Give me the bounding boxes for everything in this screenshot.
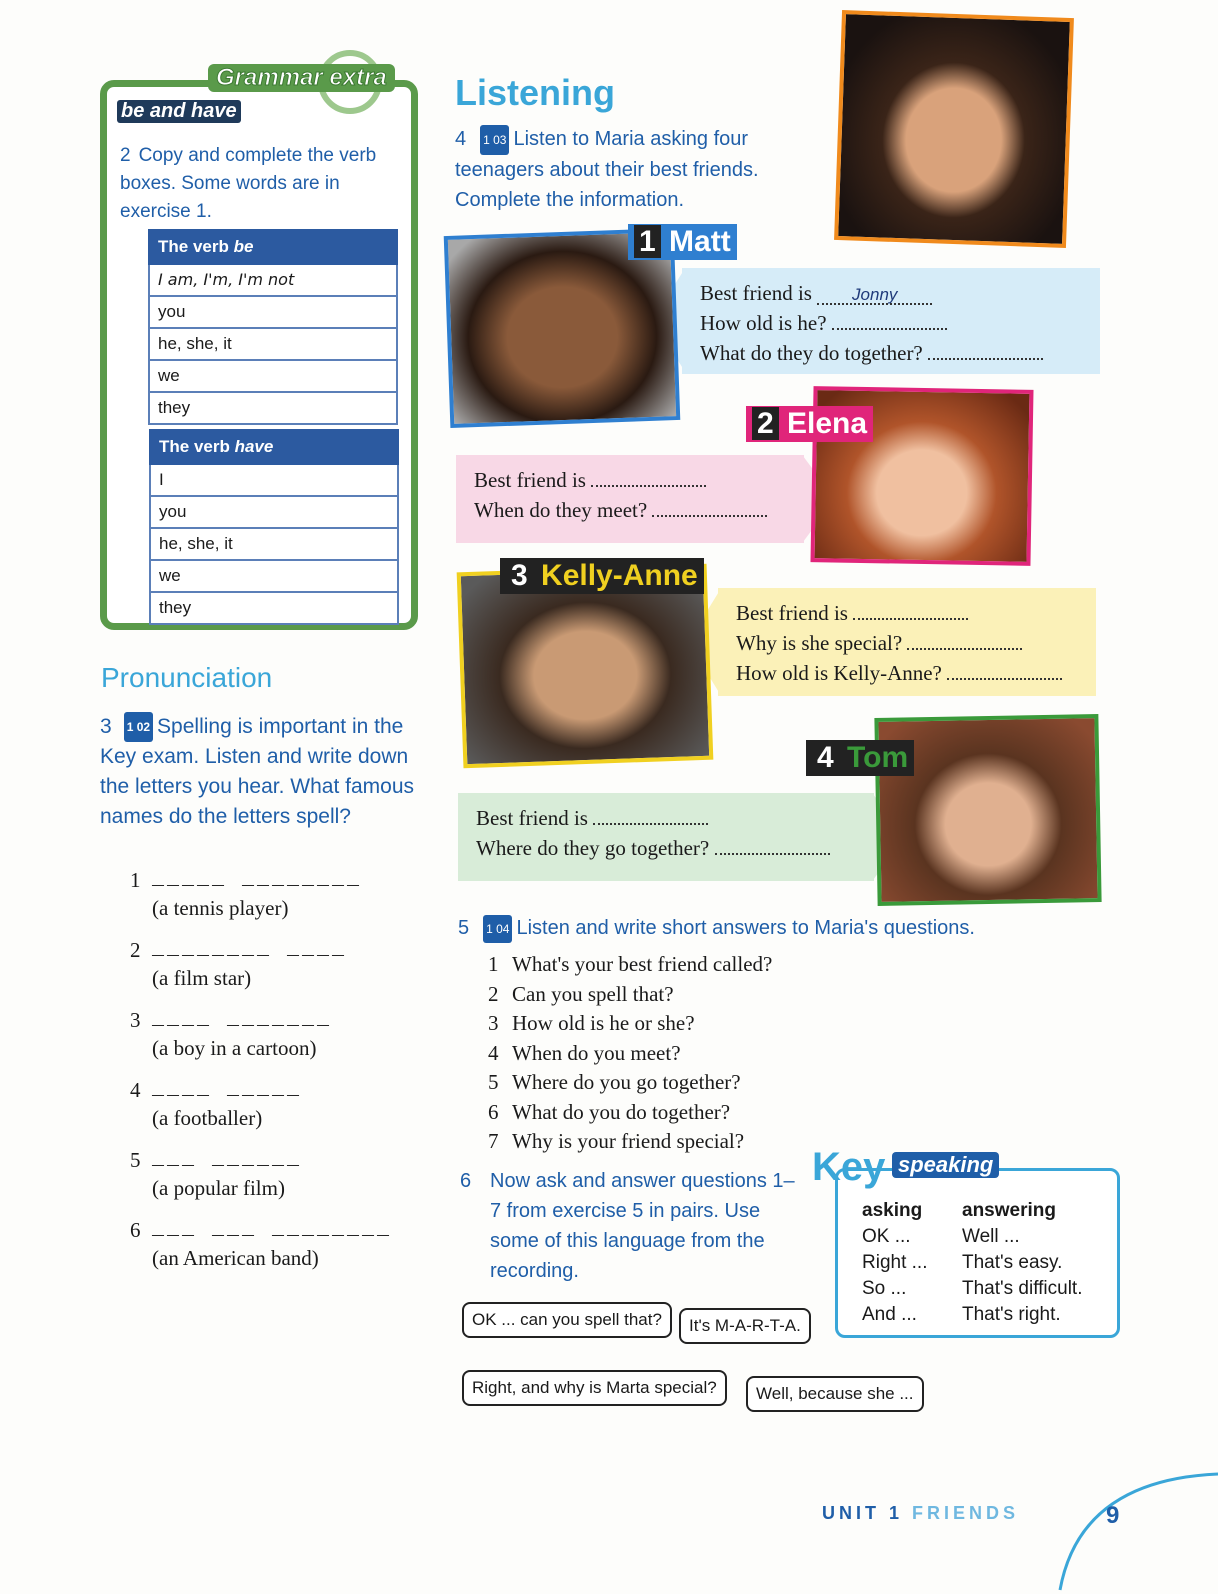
bubble-line: Best friend is bbox=[476, 806, 588, 830]
answering-column bbox=[962, 1198, 1083, 1328]
speech-bubble: OK ... can you spell that? bbox=[462, 1302, 672, 1338]
spelling-blanks[interactable]: ___ ___ ________ bbox=[152, 1218, 393, 1241]
answer-field[interactable] bbox=[591, 467, 706, 487]
list-item bbox=[488, 1068, 818, 1098]
verb-be-header bbox=[149, 230, 397, 264]
asking-heading: asking bbox=[862, 1200, 923, 1221]
matt-info-bubble bbox=[682, 268, 1100, 374]
key-speaking-title: Key bbox=[812, 1145, 886, 1189]
bubble-line: Best friend is bbox=[700, 281, 812, 305]
pronunciation-instruction: Spelling is important in the Key exam. Listen and write down the letters you hear. What famous names do the letters spell? bbox=[100, 715, 414, 829]
answering-item: Well ... bbox=[962, 1226, 1020, 1247]
spelling-hint: (a boy in a cartoon) bbox=[152, 1036, 317, 1060]
audio-track-icon[interactable]: 1 04 bbox=[483, 915, 512, 943]
asking-column bbox=[862, 1198, 927, 1328]
spelling-item bbox=[130, 868, 440, 938]
spelling-blanks[interactable]: ________ ____ bbox=[152, 938, 348, 961]
grammar-extra-subtitle: be and have bbox=[117, 100, 241, 123]
answering-item: That's right. bbox=[962, 1304, 1061, 1325]
item-number: 4 bbox=[130, 1078, 141, 1102]
answer-field[interactable] bbox=[907, 630, 1022, 650]
kelly-anne-photo bbox=[457, 564, 714, 769]
table-cell bbox=[149, 264, 397, 296]
item-number: 3 bbox=[130, 1008, 141, 1032]
verb-have-table-wrap bbox=[149, 429, 399, 625]
answer-field[interactable] bbox=[947, 660, 1062, 680]
listening-heading: Listening bbox=[455, 72, 615, 113]
footer-topic: FRIENDS bbox=[912, 1503, 1020, 1523]
verb-be-header-verb: be bbox=[233, 237, 254, 256]
footer-unit: UNIT 1 bbox=[822, 1503, 904, 1523]
pronunciation-heading: Pronunciation bbox=[101, 662, 273, 693]
verb-be-header-prefix: The verb bbox=[158, 237, 234, 256]
spelling-item bbox=[130, 1218, 440, 1288]
person-number: 4 bbox=[812, 741, 839, 774]
spelling-blanks[interactable]: ___ ______ bbox=[152, 1148, 303, 1171]
table-cell: he, she, it bbox=[149, 328, 397, 360]
item-number: 4 bbox=[488, 1040, 499, 1065]
person-number: 2 bbox=[752, 407, 779, 440]
page-number: 9 bbox=[1106, 1502, 1120, 1529]
ex6-instruction-block bbox=[460, 1166, 800, 1286]
ex5-instruction: Listen and write short answers to Maria's questions. bbox=[516, 917, 975, 939]
bubble-line: When do they meet? bbox=[474, 498, 648, 522]
bubble-line: What do they do together? bbox=[700, 341, 923, 365]
answer-field[interactable] bbox=[928, 340, 1043, 360]
speech-bubble: Well, because she ... bbox=[746, 1376, 924, 1412]
question-text: Where do you go together? bbox=[512, 1070, 741, 1094]
table-cell: you bbox=[150, 496, 398, 528]
exercise-number: 6 bbox=[460, 1170, 472, 1192]
bubble-line: How old is Kelly-Anne? bbox=[736, 661, 942, 685]
spelling-blanks[interactable]: ____ _______ bbox=[152, 1008, 333, 1031]
verb-be-table bbox=[148, 229, 398, 425]
asking-item: Right ... bbox=[862, 1252, 928, 1273]
spelling-hint: (an American band) bbox=[152, 1246, 319, 1270]
table-cell: I bbox=[150, 464, 398, 496]
maria-photo bbox=[834, 10, 1074, 248]
kelly-anne-info-bubble bbox=[718, 588, 1096, 696]
person-number: 3 bbox=[506, 559, 533, 592]
answer-field[interactable] bbox=[652, 497, 767, 517]
list-item bbox=[488, 1098, 818, 1128]
question-text: Why is your friend special? bbox=[512, 1129, 745, 1153]
bubble-line: Where do they go together? bbox=[476, 836, 710, 860]
item-number: 7 bbox=[488, 1129, 499, 1153]
answer-field[interactable]: Jonny bbox=[817, 285, 932, 305]
grammar-extra-title: Grammar extra bbox=[208, 64, 395, 92]
spelling-blanks[interactable]: _____ ________ bbox=[152, 868, 363, 891]
spelling-hint: (a footballer) bbox=[152, 1106, 263, 1130]
kelly-anne-name-tag bbox=[500, 558, 704, 594]
ex4-instruction-block bbox=[455, 124, 825, 215]
verb-have-table bbox=[149, 429, 399, 625]
ex4-instruction: Listen to Maria asking four teenagers about their best friends. Complete the information. bbox=[455, 128, 759, 211]
bubble-line: Best friend is bbox=[474, 468, 586, 492]
question-text: What do you do together? bbox=[512, 1099, 731, 1124]
list-item bbox=[488, 1127, 818, 1157]
question-text: How old is he or she? bbox=[512, 1011, 695, 1035]
item-number: 5 bbox=[130, 1148, 141, 1172]
ex5-question-list bbox=[488, 950, 818, 1157]
spelling-hint: (a popular film) bbox=[152, 1176, 285, 1200]
bubble-line: How old is he? bbox=[700, 311, 827, 335]
exercise-number: 5 bbox=[458, 917, 470, 939]
grammar-instruction: Copy and complete the verb boxes. Some words are in exercise 1. bbox=[120, 145, 377, 222]
list-item bbox=[488, 950, 818, 980]
item-number: 3 bbox=[488, 1011, 499, 1035]
elena-name-tag bbox=[746, 406, 873, 442]
answer-field[interactable] bbox=[832, 310, 947, 330]
spelling-item bbox=[130, 938, 440, 1008]
asking-item: OK ... bbox=[862, 1226, 911, 1247]
table-cell: they bbox=[150, 592, 398, 624]
table-cell: we bbox=[149, 360, 397, 392]
key-speaking-subtitle: speaking bbox=[892, 1152, 999, 1178]
answering-heading: answering bbox=[962, 1200, 1056, 1221]
table-cell: he, she, it bbox=[150, 528, 398, 560]
pronunciation-instruction-block bbox=[100, 712, 430, 832]
bubble-line: Best friend is bbox=[736, 601, 848, 625]
person-number: 1 bbox=[634, 225, 661, 258]
person-name: Kelly-Anne bbox=[541, 559, 698, 592]
exercise-number: 4 bbox=[455, 128, 467, 150]
list-item bbox=[488, 1039, 818, 1069]
list-item bbox=[488, 1009, 818, 1039]
spelling-hint: (a film star) bbox=[152, 966, 252, 990]
item-number: 6 bbox=[130, 1218, 141, 1242]
ex6-instruction: Now ask and answer questions 1–7 from exercise 5 in pairs. Use some of this language from the recording. bbox=[490, 1170, 795, 1282]
person-name: Tom bbox=[847, 741, 909, 774]
spelling-item bbox=[130, 1008, 440, 1078]
person-name: Matt bbox=[669, 225, 731, 258]
exercise-number: 3 bbox=[100, 715, 112, 738]
page-corner-arc bbox=[1050, 1470, 1218, 1594]
answer-field[interactable] bbox=[593, 805, 708, 825]
question-text: When do you meet? bbox=[512, 1040, 681, 1065]
item-number: 2 bbox=[488, 981, 499, 1006]
audio-track-icon[interactable]: 1 02 bbox=[124, 712, 153, 742]
item-number: 1 bbox=[130, 868, 141, 892]
answer-field[interactable] bbox=[715, 835, 830, 855]
verb-have-header-verb: have bbox=[234, 437, 274, 456]
verb-be-row: I am, I'm, I'm not bbox=[158, 270, 295, 289]
item-number: 6 bbox=[488, 1099, 499, 1124]
table-cell: they bbox=[149, 392, 397, 424]
answer-field[interactable] bbox=[853, 600, 968, 620]
exercise-number: 2 bbox=[120, 145, 131, 166]
verb-be-table-wrap bbox=[148, 229, 398, 425]
table-cell: you bbox=[149, 296, 397, 328]
spelling-list bbox=[130, 868, 440, 1288]
answering-item: That's difficult. bbox=[962, 1278, 1083, 1299]
spelling-item bbox=[130, 1078, 440, 1148]
speech-bubble: Right, and why is Marta special? bbox=[462, 1370, 727, 1406]
speech-bubble: It's M-A-R-T-A. bbox=[679, 1308, 811, 1344]
item-number: 5 bbox=[488, 1070, 499, 1094]
spelling-blanks[interactable]: ____ _____ bbox=[152, 1078, 303, 1101]
question-text: Can you spell that? bbox=[512, 981, 674, 1006]
item-number: 1 bbox=[488, 952, 499, 976]
footer-unit-label bbox=[822, 1503, 1019, 1524]
tom-info-bubble bbox=[458, 793, 874, 881]
audio-track-icon[interactable]: 1 03 bbox=[480, 125, 509, 155]
ex5-instruction-block bbox=[458, 914, 1098, 943]
grammar-instruction-block bbox=[120, 142, 400, 226]
spelling-item bbox=[130, 1148, 440, 1218]
person-name: Elena bbox=[787, 407, 868, 440]
bubble-line: Why is she special? bbox=[736, 631, 903, 655]
table-cell: we bbox=[150, 560, 398, 592]
verb-have-header-prefix: The verb bbox=[159, 437, 235, 456]
elena-info-bubble bbox=[456, 455, 804, 543]
answering-item: That's easy. bbox=[962, 1252, 1063, 1273]
list-item bbox=[488, 980, 818, 1010]
tom-name-tag bbox=[806, 740, 914, 776]
spelling-hint: (a tennis player) bbox=[152, 896, 289, 920]
verb-have-header bbox=[150, 430, 398, 464]
question-text: What's your best friend called? bbox=[512, 952, 773, 976]
asking-item: So ... bbox=[862, 1278, 907, 1299]
matt-name-tag bbox=[628, 224, 737, 260]
asking-item: And ... bbox=[862, 1304, 917, 1325]
item-number: 2 bbox=[130, 938, 141, 962]
